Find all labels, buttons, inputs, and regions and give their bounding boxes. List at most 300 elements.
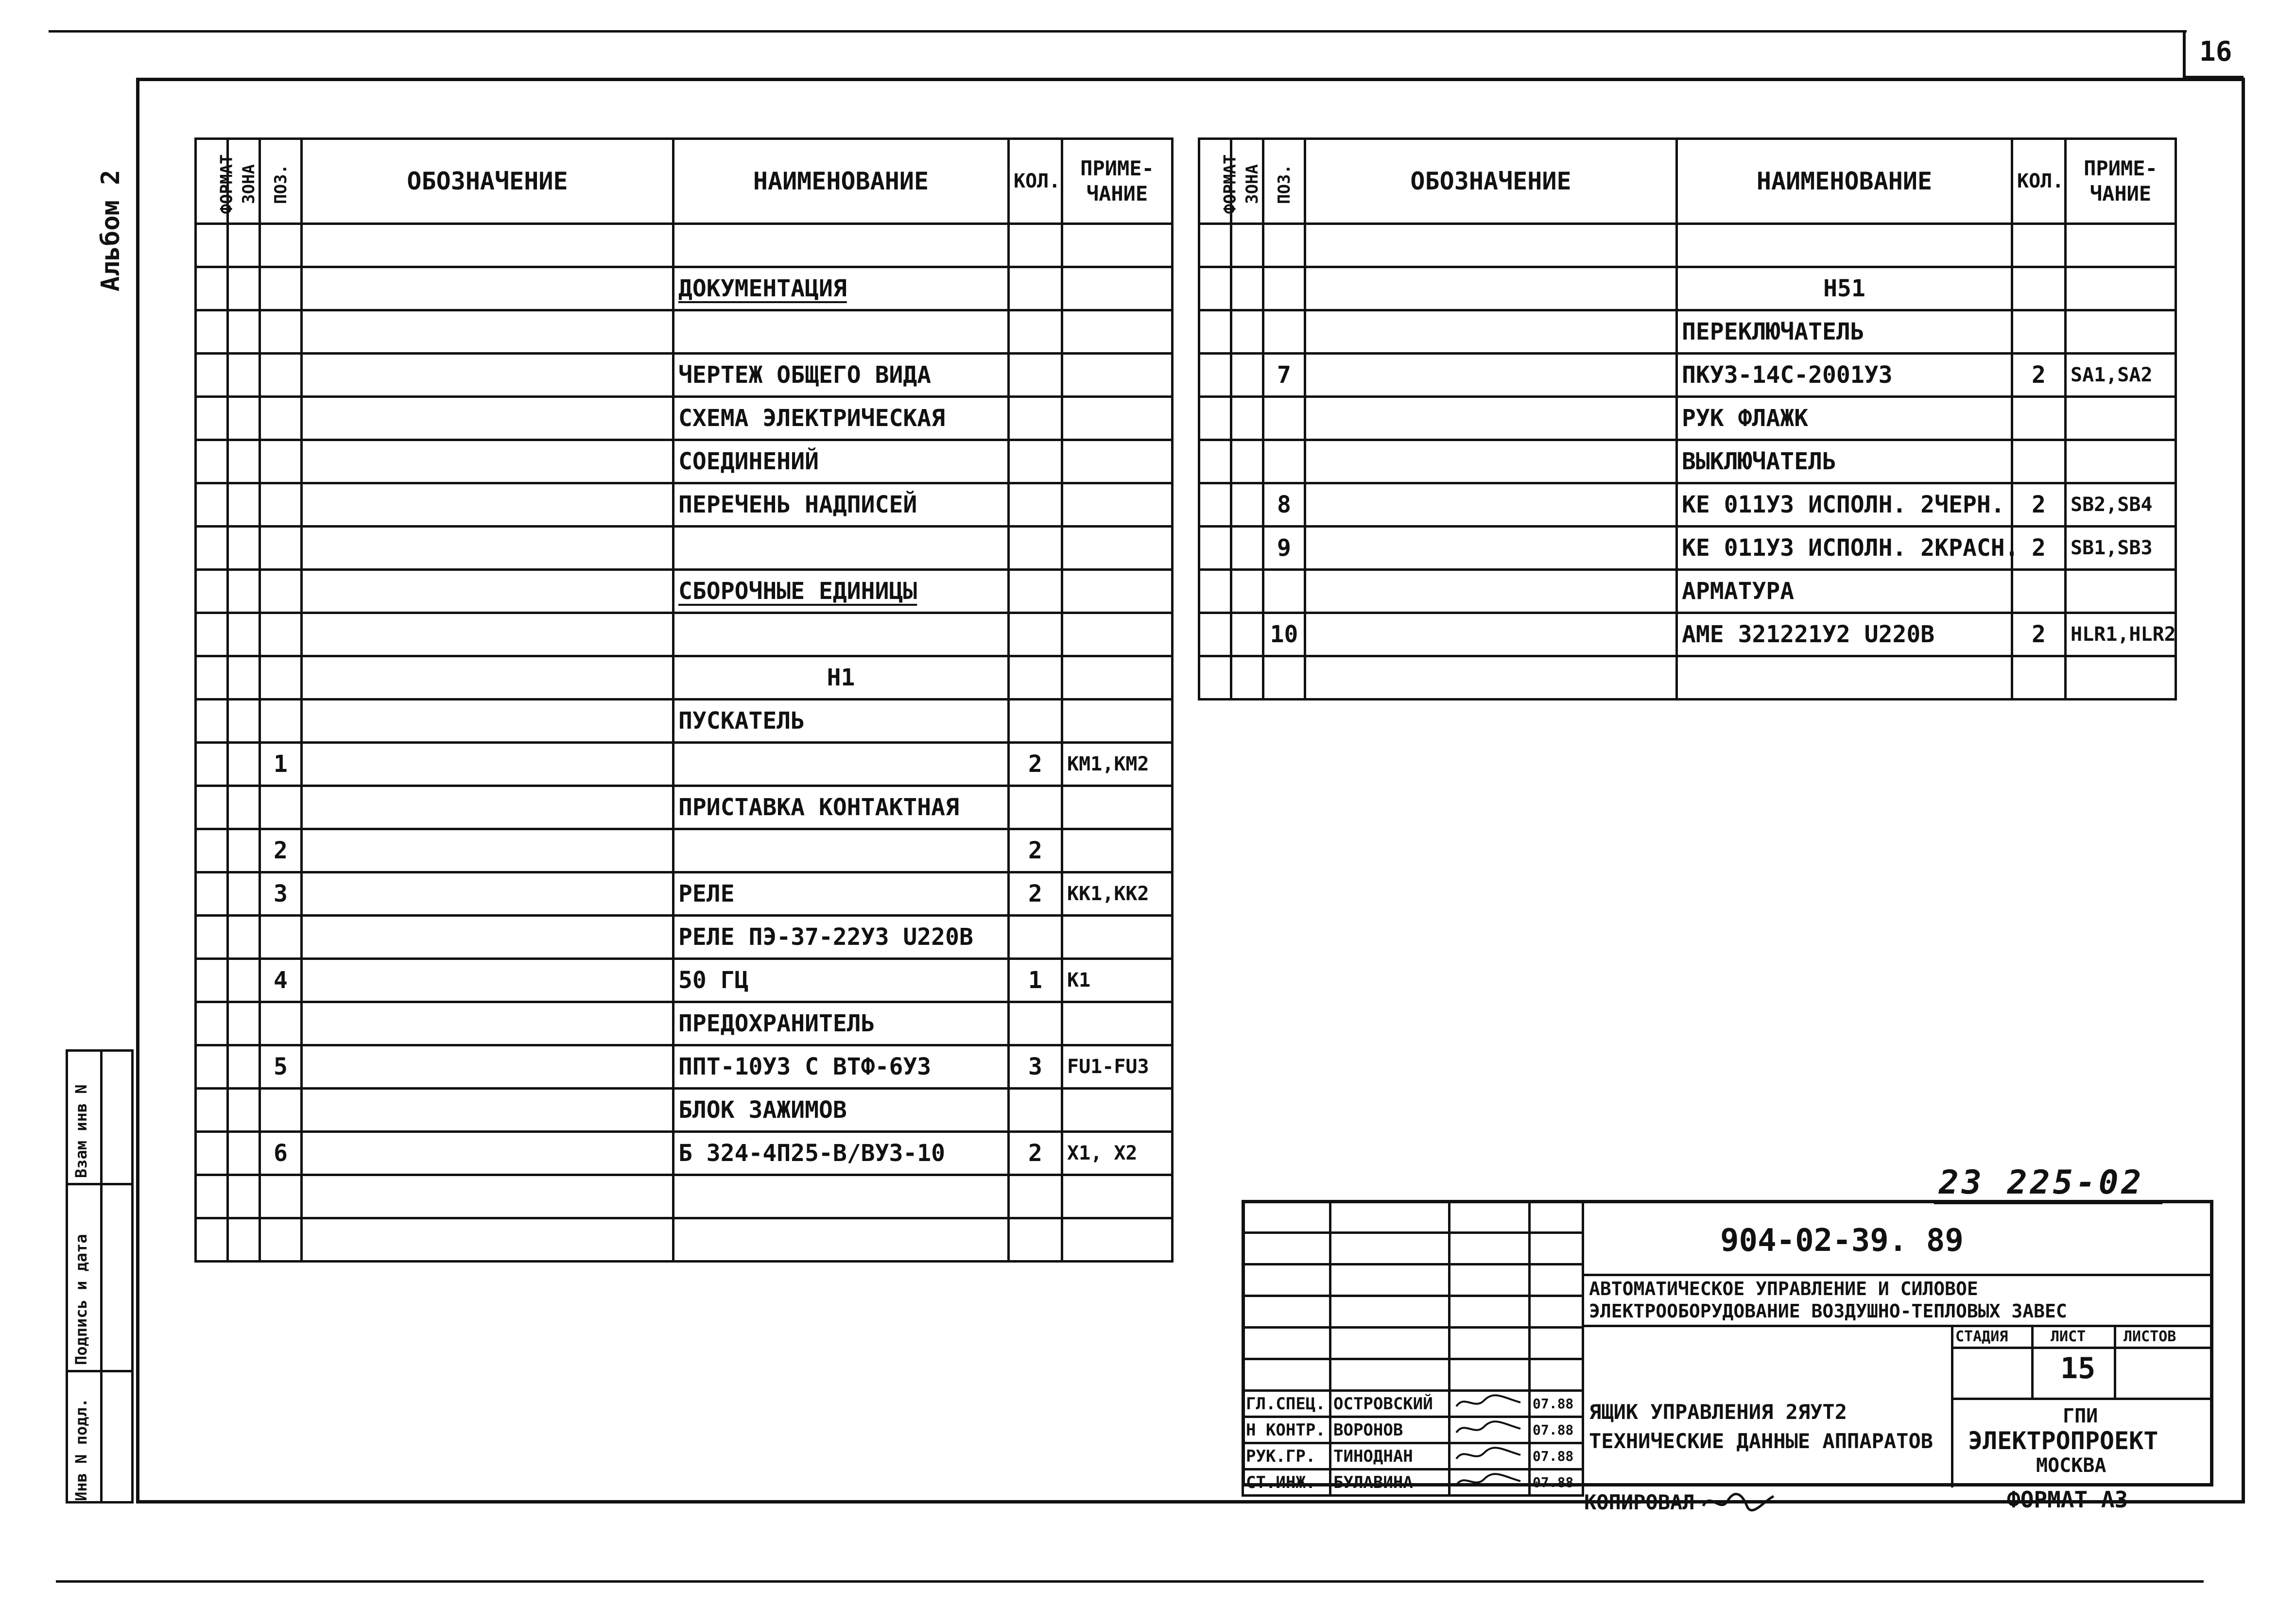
table-row [1199, 267, 2176, 310]
poz-cell [1263, 656, 1305, 700]
title-empty-row [1243, 1328, 1583, 1359]
organization-cell [1951, 1400, 2213, 1487]
format-cell [1199, 310, 1231, 354]
naimenovanie-cell [1677, 656, 2012, 700]
title-empty-cell [1243, 1359, 1330, 1391]
sheet-label: ЛИСТ [2051, 1328, 2086, 1345]
format-cell [1199, 656, 1231, 700]
sheet-title-cell [1582, 1327, 1951, 1487]
title-empty-cell [1330, 1359, 1450, 1391]
zona-cell [1231, 397, 1263, 440]
zona-cell [228, 1089, 260, 1132]
oboznachenie-cell [302, 916, 673, 959]
naimenovanie-cell: РЕЛЕ ПЭ-37-22У3 U220В [673, 916, 1009, 959]
format-cell [196, 483, 228, 527]
oboznachenie-cell [302, 267, 673, 310]
oboznachenie-cell [302, 613, 673, 656]
top-trim-line [49, 30, 2187, 33]
format-cell [196, 1218, 228, 1262]
kol-cell: 3 [1009, 1045, 1062, 1089]
title-empty-cell [1330, 1264, 1450, 1296]
kol-cell [1009, 1002, 1062, 1045]
oboznachenie-cell [302, 1002, 673, 1045]
poz-cell [260, 656, 302, 700]
kol-cell [2012, 440, 2066, 483]
format-cell [1199, 354, 1231, 397]
primechanie-cell: HLR1,HLR2 [2066, 613, 2176, 656]
table-row [196, 829, 1173, 872]
primechanie-cell [1062, 483, 1173, 527]
kol-cell [1009, 656, 1062, 700]
sheet-value: 15 [2060, 1351, 2096, 1385]
primechanie-cell: Х1, Х2 [1062, 1132, 1173, 1175]
naimenovanie-cell: КЕ 011У3 ИСПОЛН. 2КРАСН. [1677, 527, 2012, 570]
naimenovanie-cell [673, 527, 1009, 570]
naimenovanie-cell: РУК ФЛАЖК [1677, 397, 2012, 440]
zona-cell [228, 483, 260, 527]
poz-cell: 10 [1263, 613, 1305, 656]
format-cell [196, 267, 228, 310]
table-row [1199, 224, 2176, 267]
kol-cell [1009, 354, 1062, 397]
format-cell [1199, 483, 1231, 527]
title-empty-cell [1243, 1296, 1330, 1328]
format-cell [196, 700, 228, 743]
oboznachenie-cell [1305, 570, 1677, 613]
zona-cell [1231, 354, 1263, 397]
archive-number: 23 225-02 [1939, 1163, 2144, 1202]
signer-role: СТ.ИНЖ. [1243, 1469, 1330, 1496]
zona-cell [228, 527, 260, 570]
table-row [196, 224, 1173, 267]
copied-label: КОПИРОВАЛ [1584, 1490, 1695, 1514]
kol-cell: 1 [1009, 959, 1062, 1002]
header-primechanie: ПРИМЕ-ЧАНИЕ [2066, 139, 2176, 224]
organization-line-1: ГПИ [2063, 1405, 2098, 1427]
poz-cell [260, 1002, 302, 1045]
format-cell [196, 656, 228, 700]
naimenovanie-cell: СОЕДИНЕНИЙ [673, 440, 1009, 483]
table-row [196, 570, 1173, 613]
naimenovanie-cell [1677, 224, 2012, 267]
header-primechanie: ПРИМЕ-ЧАНИЕ [1062, 139, 1173, 224]
table-row [1199, 440, 2176, 483]
oboznachenie-cell [302, 872, 673, 916]
format-cell [196, 829, 228, 872]
sheets-label: ЛИСТОВ [2123, 1328, 2176, 1345]
naimenovanie-cell [673, 310, 1009, 354]
zona-cell [228, 743, 260, 786]
naimenovanie-cell: ПРИСТАВКА КОНТАКТНАЯ [673, 786, 1009, 829]
primechanie-cell [2066, 267, 2176, 310]
format-cell [196, 570, 228, 613]
title-empty-cell [1450, 1264, 1530, 1296]
oboznachenie-cell [1305, 440, 1677, 483]
table-row [1199, 656, 2176, 700]
format-cell [1199, 613, 1231, 656]
oboznachenie-cell [302, 959, 673, 1002]
zona-cell [1231, 613, 1263, 656]
format-cell [1199, 570, 1231, 613]
kol-cell: 2 [2012, 527, 2066, 570]
title-empty-cell [1450, 1328, 1530, 1359]
left-spec-table [194, 137, 1174, 1263]
naimenovanie-cell: ВЫКЛЮЧАТЕЛЬ [1677, 440, 2012, 483]
primechanie-cell [1062, 1218, 1173, 1262]
format-cell [196, 1089, 228, 1132]
kol-cell [1009, 527, 1062, 570]
format-cell [196, 1132, 228, 1175]
oboznachenie-cell [302, 786, 673, 829]
naimenovanie-cell: КЕ 011У3 ИСПОЛН. 2ЧЕРН. [1677, 483, 2012, 527]
oboznachenie-cell [302, 570, 673, 613]
zona-cell [1231, 440, 1263, 483]
oboznachenie-cell [1305, 527, 1677, 570]
oboznachenie-cell [302, 483, 673, 527]
poz-cell: 1 [260, 743, 302, 786]
poz-cell [260, 916, 302, 959]
signer-role: Н КОНТР. [1243, 1417, 1330, 1443]
header-kol: КОЛ. [1009, 139, 1062, 224]
oboznachenie-cell [1305, 613, 1677, 656]
title-empty-cell [1450, 1233, 1530, 1264]
primechanie-cell: FU1-FU3 [1062, 1045, 1173, 1089]
signer-name: ОСТРОВСКИЙ [1330, 1391, 1450, 1417]
format-label: ФОРМАТ А3 [2007, 1486, 2128, 1513]
header-naimenovanie: НАИМЕНОВАНИЕ [1677, 139, 2012, 224]
table-row [1199, 354, 2176, 397]
signer-row [1243, 1417, 1583, 1443]
naimenovanie-cell [673, 224, 1009, 267]
table-row [196, 916, 1173, 959]
section-heading: ДОКУМЕНТАЦИЯ [678, 275, 847, 302]
naimenovanie-cell [673, 743, 1009, 786]
zona-cell [228, 310, 260, 354]
poz-cell [260, 1175, 302, 1218]
corner-sheet-number: 16 [2199, 36, 2232, 68]
poz-cell [1263, 570, 1305, 613]
primechanie-cell [1062, 354, 1173, 397]
table-row [196, 959, 1173, 1002]
signer-date: 07.88 [1530, 1391, 1583, 1417]
naimenovanie-cell: БЛОК ЗАЖИМОВ [673, 1089, 1009, 1132]
primechanie-cell [1062, 570, 1173, 613]
primechanie-cell [1062, 527, 1173, 570]
primechanie-cell [1062, 1175, 1173, 1218]
table-row [1199, 613, 2176, 656]
primechanie-cell [1062, 916, 1173, 959]
corner-sheet-box [2183, 30, 2244, 79]
primechanie-cell [1062, 656, 1173, 700]
poz-cell: 5 [260, 1045, 302, 1089]
signer-row [1243, 1391, 1583, 1417]
format-cell [196, 872, 228, 916]
format-cell [196, 613, 228, 656]
oboznachenie-cell [302, 354, 673, 397]
copied-signature [1701, 1486, 1778, 1516]
zona-cell [228, 916, 260, 959]
zona-cell [1231, 656, 1263, 700]
kol-cell [1009, 570, 1062, 613]
kol-cell [2012, 397, 2066, 440]
header-format: ФОРМАТ [196, 139, 228, 224]
table-row [196, 786, 1173, 829]
oboznachenie-cell [302, 527, 673, 570]
zona-cell [1231, 483, 1263, 527]
zona-cell [228, 267, 260, 310]
naimenovanie-cell: ППТ-10У3 С ВТФ-6У3 [673, 1045, 1009, 1089]
naimenovanie-cell [673, 1218, 1009, 1262]
poz-cell [1263, 310, 1305, 354]
section-heading: СБОРОЧНЫЕ ЕДИНИЦЫ [678, 578, 917, 605]
kol-cell: 2 [2012, 354, 2066, 397]
poz-cell: 7 [1263, 354, 1305, 397]
title-empty-cell [1243, 1264, 1330, 1296]
format-cell [196, 743, 228, 786]
primechanie-cell [2066, 440, 2176, 483]
naimenovanie-cell: Н1 [673, 656, 1009, 700]
naimenovanie-cell [673, 267, 1009, 310]
sheet-title-line-2: ТЕХНИЧЕСКИЕ ДАННЫЕ АППАРАТОВ [1589, 1429, 1933, 1453]
signer-row [1243, 1469, 1583, 1496]
kol-cell: 2 [1009, 743, 1062, 786]
signer-row [1243, 1443, 1583, 1469]
primechanie-cell [2066, 397, 2176, 440]
zona-cell [228, 786, 260, 829]
poz-cell [260, 700, 302, 743]
naimenovanie-cell: ПЕРЕЧЕНЬ НАДПИСЕЙ [673, 483, 1009, 527]
bottom-trim-line [56, 1580, 2204, 1583]
oboznachenie-cell [302, 1045, 673, 1089]
table-row [196, 700, 1173, 743]
kol-cell: 2 [1009, 1132, 1062, 1175]
kol-cell [1009, 1175, 1062, 1218]
kol-cell [1009, 916, 1062, 959]
header-naimenovanie: НАИМЕНОВАНИЕ [673, 139, 1009, 224]
oboznachenie-cell [1305, 656, 1677, 700]
stage-sheet-grid [1951, 1327, 2213, 1400]
title-empty-row [1243, 1201, 1583, 1233]
format-cell [196, 1045, 228, 1089]
right-header-row [1199, 139, 2176, 224]
kol-cell [2012, 310, 2066, 354]
naimenovanie-cell [673, 570, 1009, 613]
header-format: ФОРМАТ [1199, 139, 1231, 224]
oboznachenie-cell [1305, 483, 1677, 527]
table-row [196, 440, 1173, 483]
table-row [196, 1045, 1173, 1089]
kol-cell: 2 [2012, 613, 2066, 656]
kol-cell [1009, 1089, 1062, 1132]
kol-cell [1009, 786, 1062, 829]
oboznachenie-cell [302, 1132, 673, 1175]
primechanie-cell [1062, 224, 1173, 267]
zona-cell [228, 700, 260, 743]
signer-date: 07.88 [1530, 1443, 1583, 1469]
kol-cell [2012, 570, 2066, 613]
format-cell [1199, 224, 1231, 267]
naimenovanie-cell: ПЕРЕКЛЮЧАТЕЛЬ [1677, 310, 2012, 354]
poz-cell: 9 [1263, 527, 1305, 570]
format-cell [196, 440, 228, 483]
kol-cell [2012, 224, 2066, 267]
title-empty-cell [1243, 1233, 1330, 1264]
zona-cell [228, 1045, 260, 1089]
kol-cell [1009, 483, 1062, 527]
zona-cell [1231, 527, 1263, 570]
title-empty-cell [1530, 1296, 1583, 1328]
title-empty-cell [1530, 1264, 1583, 1296]
table-row [196, 1002, 1173, 1045]
primechanie-cell [2066, 570, 2176, 613]
table-row [1199, 310, 2176, 354]
organization-line-2: ЭЛЕКТРОПРОЕКТ [1968, 1427, 2158, 1455]
signer-signature [1450, 1417, 1530, 1443]
poz-cell [1263, 440, 1305, 483]
title-empty-cell [1530, 1328, 1583, 1359]
signer-role: ГЛ.СПЕЦ. [1243, 1391, 1330, 1417]
title-empty-cell [1530, 1359, 1583, 1391]
format-cell [196, 1002, 228, 1045]
table-row [196, 527, 1173, 570]
poz-cell [260, 483, 302, 527]
primechanie-cell: SB2,SB4 [2066, 483, 2176, 527]
table-row [196, 1175, 1173, 1218]
zona-cell [228, 1002, 260, 1045]
poz-cell [260, 310, 302, 354]
document-code-cell [1582, 1203, 2213, 1276]
signer-signature [1450, 1391, 1530, 1417]
title-empty-cell [1330, 1233, 1450, 1264]
primechanie-cell [1062, 613, 1173, 656]
oboznachenie-cell [302, 743, 673, 786]
zona-cell [228, 1218, 260, 1262]
poz-cell [260, 440, 302, 483]
side-stamp-inv-podl: Инв N подл. [72, 1398, 90, 1501]
kol-cell: 2 [1009, 872, 1062, 916]
primechanie-cell: К1 [1062, 959, 1173, 1002]
zona-cell [228, 829, 260, 872]
oboznachenie-cell [302, 224, 673, 267]
kol-cell [1009, 224, 1062, 267]
oboznachenie-cell [302, 1218, 673, 1262]
table-row [1199, 397, 2176, 440]
naimenovanie-cell: ПРЕДОХРАНИТЕЛЬ [673, 1002, 1009, 1045]
primechanie-cell [1062, 397, 1173, 440]
naimenovanie-cell [673, 613, 1009, 656]
format-cell [196, 916, 228, 959]
kol-cell [1009, 310, 1062, 354]
title-empty-cell [1243, 1201, 1330, 1233]
format-cell [196, 310, 228, 354]
header-oboznachenie: ОБОЗНАЧЕНИЕ [1305, 139, 1677, 224]
zona-cell [228, 1132, 260, 1175]
primechanie-cell [1062, 1089, 1173, 1132]
signer-role: РУК.ГР. [1243, 1443, 1330, 1469]
poz-cell [260, 786, 302, 829]
header-kol: КОЛ. [2012, 139, 2066, 224]
kol-cell [2012, 267, 2066, 310]
kol-cell [1009, 267, 1062, 310]
title-empty-cell [1243, 1328, 1330, 1359]
primechanie-cell: КК1,КК2 [1062, 872, 1173, 916]
zona-cell [1231, 570, 1263, 613]
title-signature-grid [1242, 1200, 1584, 1497]
header-poz: ПОЗ. [1263, 139, 1305, 224]
title-empty-cell [1530, 1201, 1583, 1233]
naimenovanie-cell: РЕЛЕ [673, 872, 1009, 916]
title-empty-cell [1330, 1328, 1450, 1359]
poz-cell [260, 1089, 302, 1132]
table-row [196, 656, 1173, 700]
title-empty-cell [1330, 1201, 1450, 1233]
naimenovanie-cell: АРМАТУРА [1677, 570, 2012, 613]
format-cell [196, 527, 228, 570]
title-empty-row [1243, 1359, 1583, 1391]
zona-cell [228, 440, 260, 483]
poz-cell [260, 267, 302, 310]
format-cell [196, 354, 228, 397]
title-block [1242, 1200, 2213, 1492]
poz-cell [260, 527, 302, 570]
primechanie-cell: КМ1,КМ2 [1062, 743, 1173, 786]
oboznachenie-cell [302, 700, 673, 743]
oboznachenie-cell [302, 829, 673, 872]
signer-name: ВОРОНОВ [1330, 1417, 1450, 1443]
table-row [196, 267, 1173, 310]
table-row [196, 613, 1173, 656]
primechanie-cell [1062, 829, 1173, 872]
zona-cell [228, 656, 260, 700]
poz-cell: 3 [260, 872, 302, 916]
table-row [196, 1218, 1173, 1262]
oboznachenie-cell [1305, 310, 1677, 354]
oboznachenie-cell [302, 1089, 673, 1132]
primechanie-cell [1062, 310, 1173, 354]
format-cell [1199, 267, 1231, 310]
title-empty-cell [1530, 1233, 1583, 1264]
naimenovanie-cell: 50 ГЦ [673, 959, 1009, 1002]
signer-name: ТИНОДНАН [1330, 1443, 1450, 1469]
zona-cell [1231, 310, 1263, 354]
naimenovanie-cell: ПКУ3-14С-2001У3 [1677, 354, 2012, 397]
poz-cell: 6 [260, 1132, 302, 1175]
format-cell [1199, 527, 1231, 570]
poz-cell [1263, 267, 1305, 310]
primechanie-cell [1062, 1002, 1173, 1045]
zona-cell [228, 1175, 260, 1218]
zona-cell [1231, 267, 1263, 310]
title-empty-cell [1450, 1296, 1530, 1328]
kol-cell: 2 [1009, 829, 1062, 872]
table-row [196, 483, 1173, 527]
signer-date: 07.88 [1530, 1469, 1583, 1496]
title-empty-row [1243, 1296, 1583, 1328]
kol-cell [1009, 700, 1062, 743]
kol-cell [1009, 397, 1062, 440]
primechanie-cell: SA1,SA2 [2066, 354, 2176, 397]
right-spec-table [1198, 137, 2177, 700]
zona-cell [228, 224, 260, 267]
naimenovanie-cell: АМЕ 321221У2 U220В [1677, 613, 2012, 656]
project-title-line-2: ЭЛЕКТРООБОРУДОВАНИЕ ВОЗДУШНО-ТЕПЛОВЫХ ЗАВЕС [1589, 1300, 2067, 1322]
header-poz: ПОЗ. [260, 139, 302, 224]
primechanie-cell [1062, 267, 1173, 310]
poz-cell [260, 397, 302, 440]
poz-cell [260, 570, 302, 613]
table-row [196, 310, 1173, 354]
primechanie-cell [1062, 786, 1173, 829]
